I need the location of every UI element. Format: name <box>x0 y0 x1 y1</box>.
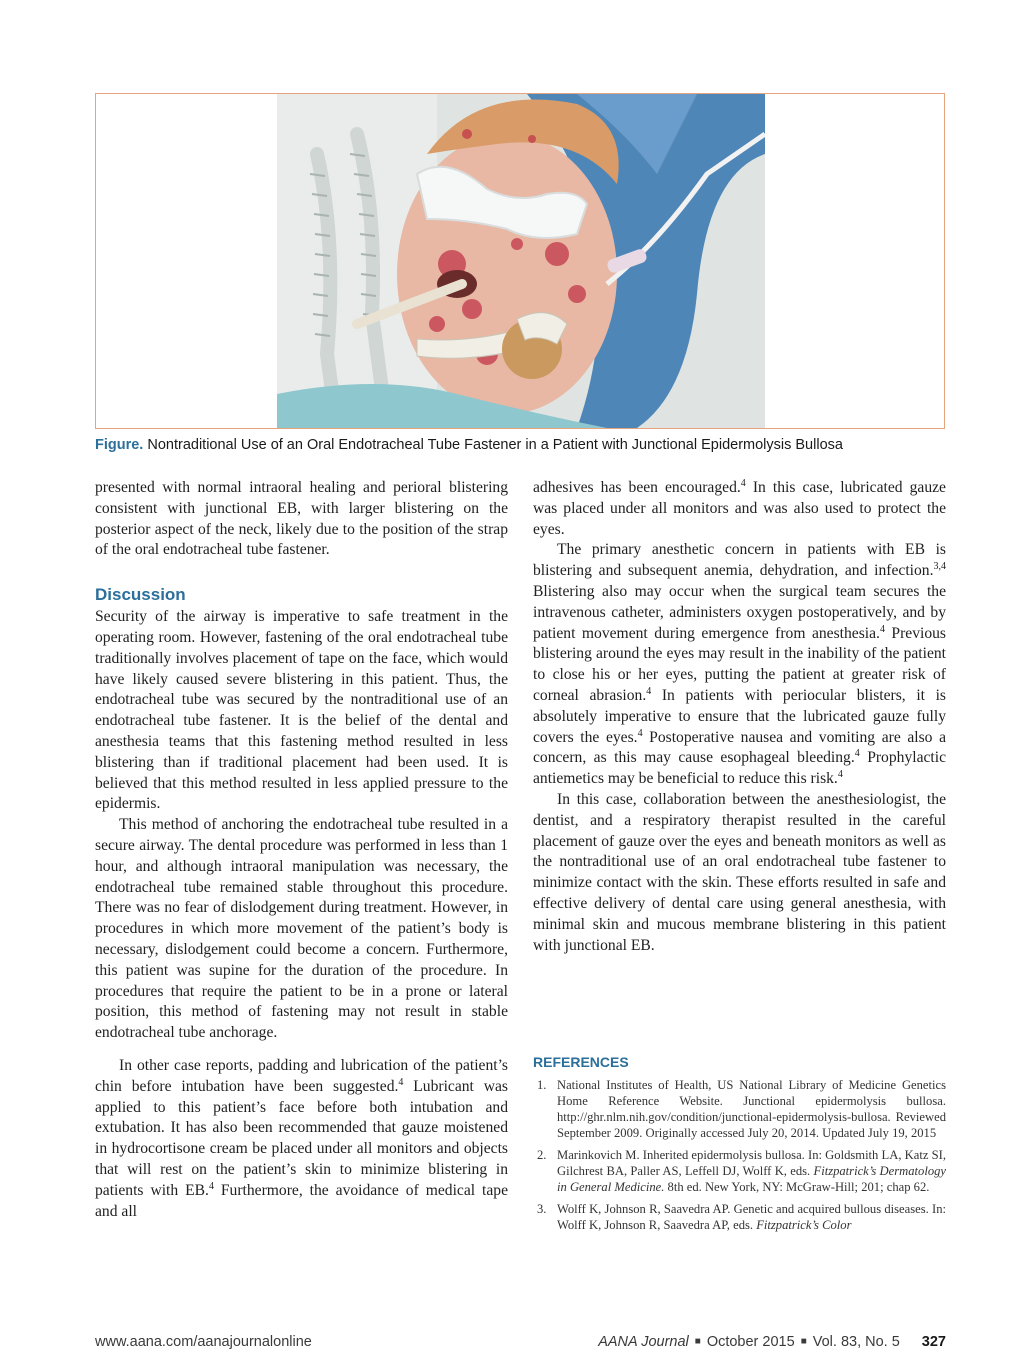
journal-name: AANA Journal <box>598 1334 689 1350</box>
right-paragraph-3: In this case, collaboration between the anesthesiologist, the dentist, and a respiratory therapist resulted in the careful placement of gauze over the eyes and beneath monitors as well as the nontraditional use of an oral endotracheal tube fastener to minimize contact with the skin. These efforts resulted in safe and effective delivery of dental care using general anesthesia, with minimal skin and mucous membrane blistering in this patient with junctional EB. <box>533 790 946 954</box>
text-run: Postoperative nausea and vomiting are also a concern, as this may cause esophageal bleeding. <box>533 728 946 767</box>
text-run: Lubricant was applied to this patient’s face before both intubation and extubation. It has also been recommended that gauze moistened in hydrocortisone cream be placed under all monitors and objects that will rest on the patient’s skin to minimize blistering in patients with EB. <box>95 1077 508 1199</box>
reference-number: 3. <box>537 1202 547 1216</box>
left-paragraph-2: Security of the airway is imperative to safe treatment in the operating room. However, fastening of the oral endotracheal tube traditionally involves placement of tape on the face, which would have likely caused severe blistering in this patient. Thus, the endotracheal tube was secured by the nontraditional use of an endotracheal tube fastener. It is the belief of the dental and anesthesia teams that this fastening method resulted in less blistering than if traditional placement had been used. It is believed that this method resulted in less applied pressure to the epidermis. <box>95 608 508 813</box>
text-run: Furthermore, the avoidance of medical tape and all <box>95 1181 508 1220</box>
citation-sup: 4 <box>398 1076 404 1088</box>
citation-sup: 4 <box>740 477 746 489</box>
text-run: Wolff K, Johnson R, Saavedra AP. Genetic and acquired bullous diseases. In: Wolff K, Johnson R, Saavedra AP, eds. <box>557 1202 946 1232</box>
issue-date: October 2015 <box>706 1334 795 1350</box>
reference-number: 1. <box>537 1078 547 1092</box>
references-heading: REFERENCES <box>533 1054 629 1070</box>
citation-sup: 4 <box>837 768 843 780</box>
reference-text <box>557 1201 946 1233</box>
text-run: Previous blistering around the eyes may result in the inability of the patient to close his or her eyes, putting the patient at greater risk of corneal abrasion. <box>533 624 946 704</box>
reference-text: National Institutes of Health, US National Library of Medicine Genetics Home Reference Website. Junctional epidermolysis bullosa. http://ghr.nlm.nih.gov/condition/junctional-epidermolysis-bullosa. Reviewed September 2009. Originally accessed July 20, 2014. Updated July 19, 2015 <box>557 1078 946 1140</box>
citation-sup: 4 <box>646 685 652 697</box>
right-paragraph-1 <box>533 478 946 540</box>
reference-item <box>533 1077 946 1141</box>
left-paragraph-1: presented with normal intraoral healing and perioral blistering consistent with junctional EB, with larger blistering on the posterior aspect of the neck, likely due to the position of the strap of the oral endotracheal tube fastener. <box>95 479 508 559</box>
patient-photo <box>277 94 765 428</box>
figure-caption-label: Figure. <box>95 437 144 453</box>
book-title: Fitzpatrick’s Color <box>756 1218 852 1232</box>
citation-sup: 4 <box>637 727 643 739</box>
journal-info <box>598 1334 946 1350</box>
text-run: Marinkovich M. Inherited epidermolysis bullosa. In: Goldsmith LA, Katz SI, Gilchrest BA, Paller AS, Leffell DJ, Wolff K, eds. <box>557 1148 946 1178</box>
left-paragraph-4 <box>95 1056 508 1222</box>
citation-sup: 4 <box>208 1180 214 1192</box>
citation-sup: 4 <box>854 748 860 760</box>
reference-number: 2. <box>537 1148 547 1162</box>
figure-frame <box>95 93 945 429</box>
reference-item <box>533 1201 946 1233</box>
references-section <box>533 1053 946 1233</box>
text-run: Prophylactic antiemetics may be beneficial to reduce this risk. <box>533 749 947 788</box>
separator-square-icon: ■ <box>800 1336 807 1347</box>
text-run: Blistering also may occur when the surgical team secures the intravenous catheter, administers oxygen postoperatively, and by patient movement during emergence from anesthesia. <box>533 582 946 642</box>
citation-sup: 3,4 <box>933 561 946 572</box>
left-column <box>95 478 508 1222</box>
reference-text <box>557 1147 946 1195</box>
text-run: adhesives has been encouraged. <box>533 479 741 496</box>
text-run: In other case reports, padding and lubrication of the patient’s chin before intubation have been suggested. <box>95 1056 508 1095</box>
separator-square-icon: ■ <box>694 1336 701 1347</box>
patient-photo-illustration <box>277 94 765 428</box>
journal-url: www.aana.com/aanajournalonline <box>95 1334 312 1350</box>
text-run: In this case, lubricated gauze was placed under all monitors and was also used to protect the eyes. <box>533 479 946 538</box>
page-footer <box>95 1334 946 1354</box>
text-run: In patients with periocular blisters, it is absolutely imperative to ensure that the lubricated gauze fully covers the eyes. <box>533 686 946 746</box>
volume-info: Vol. 83, No. 5 <box>812 1334 900 1350</box>
figure-caption-text: Nontraditional Use of an Oral Endotracheal Tube Fastener in a Patient with Junctional Epidermolysis Bullosa <box>147 437 843 453</box>
book-title: Fitzpatrick’s Dermatology in General Medicine. <box>557 1164 947 1194</box>
text-run: The primary anesthetic concern in patients with EB is blistering and subsequent anemia, dehydration, and infection. <box>533 541 946 580</box>
reference-item <box>533 1147 946 1195</box>
right-paragraph-2 <box>533 540 946 790</box>
right-column <box>533 478 946 956</box>
citation-sup: 4 <box>879 623 885 635</box>
left-paragraph-3: This method of anchoring the endotracheal tube resulted in a secure airway. The dental procedure was performed in less than 1 hour, and although intraoral manipulation was necessary, the endotracheal tube remained stable throughout this procedure. There was no fear of dislodgement during treatment. However, in procedures in which more movement of the patient’s body is necessary, dislodgement could become a concern. Furthermore, this patient was supine for the duration of the procedure. In procedures that require the patient to be in a prone or lateral position, this method of fastening may not result in stable endotracheal tube anchorage. <box>95 816 508 1042</box>
discussion-heading: Discussion <box>95 585 186 605</box>
page-number: 327 <box>921 1334 946 1350</box>
figure-caption <box>95 437 955 453</box>
text-run: 8th ed. New York, NY: McGraw-Hill; 201; chap 62. <box>664 1180 930 1194</box>
